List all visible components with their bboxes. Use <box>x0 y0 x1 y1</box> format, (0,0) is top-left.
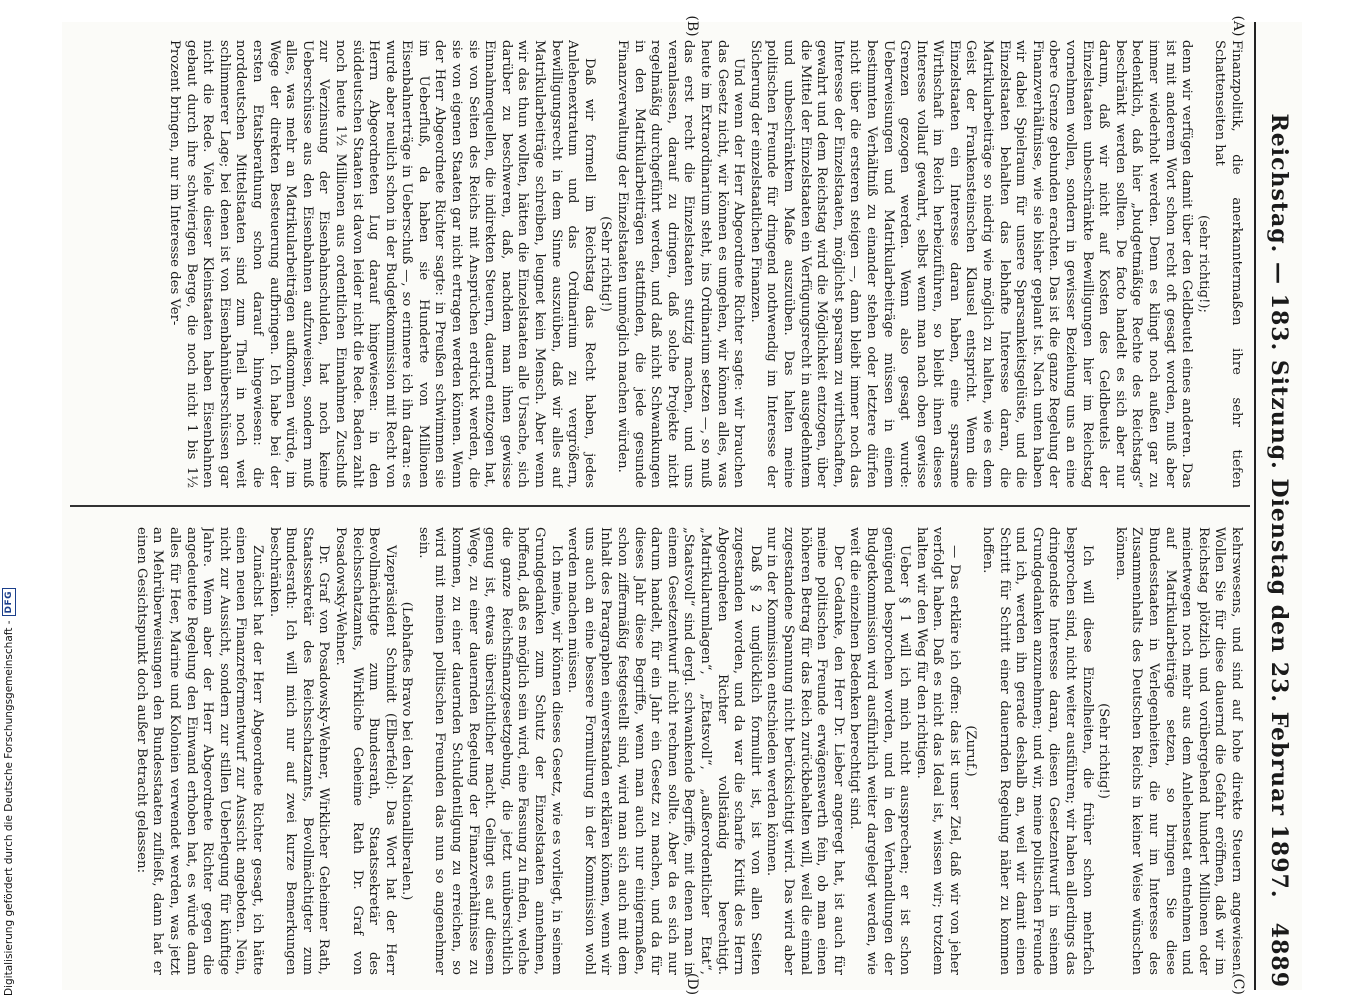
paragraph: Dr. Graf von Posadowsky-Wehner, Wirklicher Geheimer Rath, Staatssekretär des Reichsschatzamts, Bevollmächtigter zum Bundesrath: Ich will mich nur auf zwei kurze Bemerkungen beschränken. <box>266 527 332 975</box>
dfg-logo: DFG <box>2 588 16 617</box>
footer-text: Digitalisierung gefördert durch die Deutsche Forschungsgemeinschaft - <box>3 620 15 996</box>
margin-marker-c: (C) <box>1230 973 1246 995</box>
page-header <box>1254 22 1302 990</box>
paragraph: Und wenn der Herr Abgeordnete Richter sagte: wir brauchen das Gesetz nicht, wir können es umgehen, wir können alles, was heute im Extraordinarium steht, ins Ordinarium setzen —, so muß das erst recht die Einzelstaaten stutzig machen, und uns veranlassen, darauf zu dringen, daß solche Projekte nicht regelmäßig durchgeführt werden, und daß nicht Schwankungen in den Matrikularbeiträgen stattfinden, die jede gesunde Finanzverwaltung der Einzelstaaten unmöglich machen würden. <box>615 40 747 488</box>
paragraph: Zunächst hat der Herr Abgeordnete Richter gesagt, ich hätte einen neuen Finanzreformentwurf zur Aussicht angeboten. Nein, nicht zur Aussicht, sondern zur stillen Ueberlegung für künftige Jahre. Wenn aber der Herr Abgeordnete Richter gegen die angedeutete Regelung den Einwand erhoben hat, es würde dann alles für Heer, Marine und Kolonien verwendet werden, was jetzt an Mehrüberweisungen den Bundesstaaten zufließt, dann hat er einen Gesichtspunkt doch außer Betracht gelassen: <box>133 527 265 975</box>
digitization-footer <box>2 588 16 996</box>
interjection: (Lebhaftes Bravo bei den Nationalliberalen.) <box>399 601 415 901</box>
paragraph: Ich meine, wir können dieses Gesetz, wie es vorliegt, in seinem Grundgedanken zum Schutz der Einzelstaaten annehmen, hoffend, daß es möglich sein wird, eine Fassung zu finden, welche die ganze Reichsfinanzgesetzgebung, die jetzt unübersichtlich genug ist, etwas übersichtlicher macht. Gelingt es auf diesem Wege, zu einer dauernden Regelung der Finanzverhältnisse zu kommen, zu einer dauernden Schuldentilgung zu erreichen, so wird mit meinen politischen Freunden das nun so angenehmer sein. <box>415 527 564 975</box>
column-divider <box>70 505 1250 507</box>
page-number: 4889 <box>1266 922 1292 988</box>
left-column <box>74 40 1244 488</box>
paragraph: — Das erkläre ich offen: das ist unser Ziel, daß wir von jeher verfolgt haben. Daß es nicht das Ideal ist, wissen wir; trotzdem halten wir den Weg für den richtigen. <box>913 527 962 975</box>
scanned-page <box>62 15 1302 996</box>
paragraph: denn wir verfügen damit über den Geldbeutel eines anderen. Das ist mit anderem Wort schon recht oft gesagt worden, muß aber immer wiederholt werden. Denn es klingt noch außen gar zu bedenklich, daß hier „budgetmäßige Rechte des Reichstags“ beschränkt werden sollten. De facto handelt es sich aber nur darum, daß wir nicht auf Kosten des Geldbeutels der Einzelstaaten unbeschränkte Bewilligungen hier im Reichstag vornehmen wollen, sondern in gewisser Beziehung uns an eine obere Grenze gebunden erachten. Das ist die ganze Regelung der Finanzverhältnisse, wie sie bisher geplant ist. Nach unten haben wir dabei Spielraum für unsere Sparsamkeitsgelüste, und die Einzelstaaten behalten das lebhafte Interesse daran, die Matrikularbeiträge so niedrig wie möglich zu halten, wie es dem Geist der Frankensteinschen Klausel entspricht. Wenn die Einzelstaaten ein Interesse daran haben, eine sparsame Wirthschaft im Reich herbeizuführen, so bleibt ihnen dieses Interesse vollauf gewahrt, selbst wenn man nach oben gewisse Grenzen gezogen werden. Wenn also gesagt wurde: Ueberweisungen und Matrikularbeiträge müssen in einem bestimmten Verhältniß zu einander stehen oder letztere dürfen nicht über die ersteren steigen —, dann bleibt immer noch das Interesse der Einzelstaaten, möglichst sparsam zu wirthschaften, gewahrt und dem Reichstag wird die Möglichkeit entzogen, über die Mittel der Einzelstaaten ein Verfügungsrecht in ausgedehntem und unbeschränktem Maße auszuüben. Das halten meine politischen Freunde für dringend nothwendig im Interesse der Sicherung der einzelstaatlichen Finanzen. <box>747 40 1195 488</box>
interjection: (sehr richtig!); <box>1195 215 1211 313</box>
interjection: (Sehr richtig!) <box>598 216 614 312</box>
paragraph: Finanzpolitik, die anerkanntermaßen ihre sehr tiefen Schattenseiten hat <box>1212 40 1244 488</box>
paragraph: Ueber § 1 will ich mich nicht aussprechen; er ist schon genügend besprochen worden, und in den Verhandlungen der Budgetkommission wird ausführlich weiter dargelegt werden, wie weit die einzelnen Bedenken berechtigt sind. <box>847 527 913 975</box>
paragraph: Ich will diese Einzelheiten, die früher schon mehrfach besprochen sind, nicht weiter ausführen; wir haben allerdings das dringendste Interesse daran, diesen Gesetzentwurf in seinem Grundgedanken anzunehmen; und wir, meine politischen Freunde und ich, werden ihn gerade deshalb an, weil wir damit einen Schritt für Schritt einer dauernden Regelung näher zu kommen hoffen. <box>980 527 1095 975</box>
interjection: (Zuruf.) <box>963 725 979 777</box>
paragraph: Der Gedanke, den Herr Dr. Lieber angeregt hat, ist auch für meine politischen Freunde erwägenswerth fein, ob man einen höheren Betrag für das Reich zurückbehalten will, weil die einmal zugestandene Spannung nicht berücksichtigt wird. Das wird aber nur in der Kommission entschieden werden können. <box>764 527 846 975</box>
header-title: Reichstag. — 183. Sitzung. Dienstag den 23. Februar 1897. <box>1266 113 1292 899</box>
paragraph: Daß § 2 unglücklich formulirt ist, ist von allen Seiten zugestanden worden, und da war die scharfe Kritik des Herrn Abgeordneten Richter vollständig berechtigt. „Matrikularumlagen“, „Etatsvoll“, „außerordentlicher Etat“, „Staatsvoll“ sind dergl. schwankende Begriffe, mit denen man in einem Gesetzentwurf nicht rechnen sollte. Aber da es sich nur darum handelt, für ein Jahr ein Gesetz zu machen, und da für dieses Jahr diese Begriffe, wenn man auch nur einigermaßen, schon ziffermäßig festgestellt sind, wird man sich auch mit dem Inhalt des Paragraphen einverstanden erklären können, wenn wir uns auch an eine bessere Formulirung in der Kommission wohl werden machen müssen. <box>565 527 763 975</box>
paragraph: Daß wir formell im Reichstag das Recht haben, jedes Anlehenextratum und das Ordinarium zu vergrößern, bewilligungsrecht in dem Sinne auszuüben, daß wir alles auf Matrikularbeiträge schreiben, leugnet kein Mensch. Aber wenn wir das thun wollten, hätten die Einzelstaaten alle Ursache, sich darüber zu beschweren, daß, nachdem man ihnen gewisse Einnahmequellen, die indirekten Steuern, dauernd entzogen hat, sie von Seiten des Reichs mit Ansprüchen erdrückt werden, die sie von eigenen Staaten gar nicht ertragen werden können. Wenn der Herr Abgeordnete Richter sagte: in Preußen schwimmen sie im Ueberfluß, da haben sie Hunderte von Millionen Eisenbahnerträge in Ueberschuß —, so erinnere ich ihn daran: es wurde aber neulich schon in der Budgetkommission mit Recht von Herrn Abgeordneten Lug darauf hingewiesen: in den süddeutschen Staaten ist davon leider nicht die Rede. Baden zahlt noch heute 1½ Millionen aus ordentlichen Einnahmen Zuschuß zur Verzinsung der Eisenbahnschulden, hat noch keine Ueberschüsse aus den Eisenbahnen aufzuweisen, sondern muß alles, was mehr an Matrikularbeiträgen aufkommen würde, im Wege der direkten Besteuerung aufbringen. Ich habe bei der ersten Etatsberathung schon darauf hingewiesen: die norddeutschen Mittelstaaten sind zum Theil in noch weit schlimmerer Lage; bei denen ist von Eisenbahnüberschüssen gar nicht die Rede. Viele dieser Kleinstaaten haben Eisenbahnen gebaut durch ihre schwierigen Berge, die noch nicht 1 bis 1½ Prozent bringen, nur im Interesse des Ver- <box>167 40 597 488</box>
paragraph: Vizepräsident Schmidt (Elberfeld): Das Wort hat der Herr Bevollmächtigte zum Bundesrath, Staatssekretär des Reichsschatzamts, Wirkliche Geheime Rath Dr. Graf von Posadowsky-Wehner. <box>332 527 398 975</box>
margin-marker-d: (D) <box>684 972 700 996</box>
margin-marker-a: (A) <box>1230 15 1246 37</box>
margin-marker-b: (B) <box>684 15 700 37</box>
paragraph: kehrswesens, und sind auf hohe direkte Steuern angewiesen. Wollen Sie für diese dauernd die Gefahr eröffnen, daß wir im Reichstag plötzlich und vorübergehend hundert Millionen oder meinetwegen noch mehr aus dem Anlehensetat entnehmen und auf Matrikularbeiträge setzen, so bringen Sie diese Bundesstaaten in Verlegenheiten, die nur im Interesse des Zusammenhalts des Deutschen Reichs in keiner Weise wünschen können. <box>1112 527 1244 975</box>
interjection: (Sehr richtig!) <box>1096 703 1112 799</box>
right-column <box>74 527 1244 975</box>
